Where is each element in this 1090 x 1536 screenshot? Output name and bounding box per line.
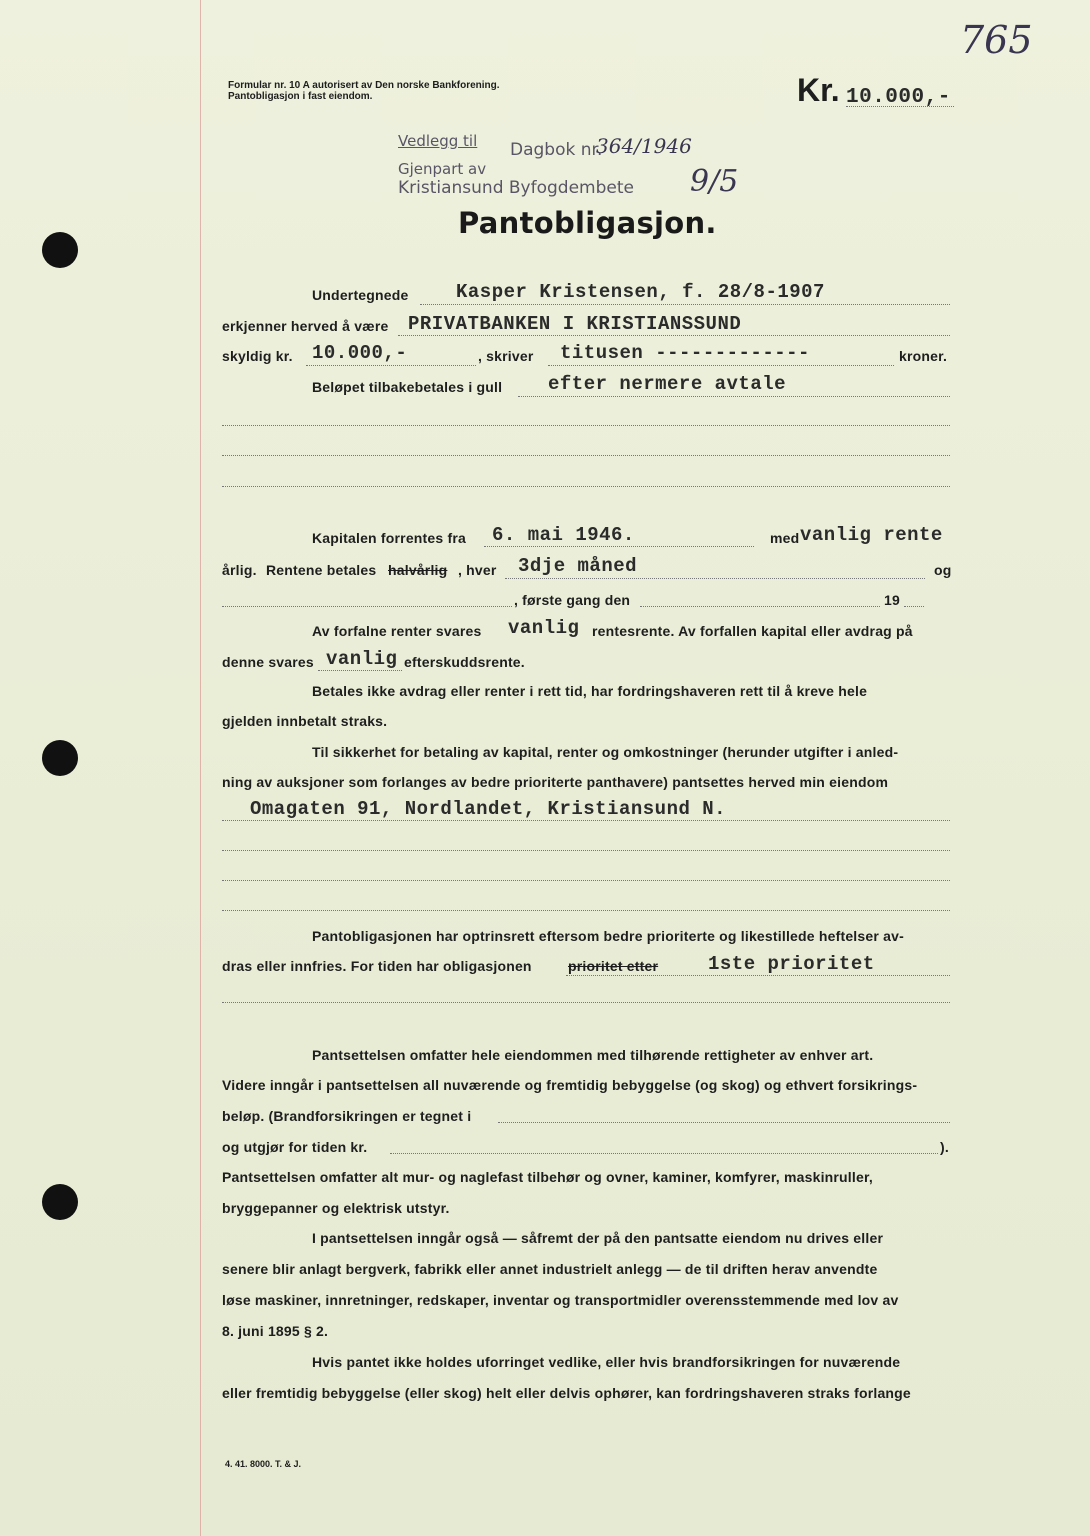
paragraph-line: Betales ikke avdrag eller renter i rett tid, har fordringshaveren rett til å kreve hele [312, 683, 868, 699]
paragraph-line: løse maskiner, innretninger, redskaper, inventar og transportmidler overensstemmende med lov av [222, 1292, 899, 1308]
skyldig-label: skyldig kr. [222, 348, 293, 364]
blank-line [222, 850, 950, 851]
paragraph-line: eller fremtidig bebyggelse (eller skog) helt eller delvis ophører, kan fordringshaveren straks forlange [222, 1385, 911, 1401]
hver-label: , hver [458, 562, 497, 578]
blank-line [222, 1002, 950, 1003]
belopet-label: Beløpet tilbakebetales i gull [312, 379, 503, 395]
forste-date-line [640, 606, 880, 607]
undertegnede-value: Kasper Kristensen, f. 28/8-1907 [456, 281, 825, 303]
paragraph-line: Til sikkerhet for betaling av kapital, renter og omkostninger (herunder utgifter i anled- [312, 744, 899, 760]
denne-line [318, 670, 402, 671]
paragraph-line: I pantsettelsen inngår også — såfremt der på den pantsatte eiendom nu drives eller [312, 1230, 884, 1246]
med-value: vanlig rente [800, 524, 943, 546]
paragraph-line: Hvis pantet ikke holdes uforringet vedlike, eller hvis brandforsikringen for nuværende [312, 1354, 901, 1370]
page-number: 765 [960, 18, 1033, 62]
priority-struck: prioritet etter [568, 958, 659, 974]
paragraph-line: gjelden innbetalt straks. [222, 713, 388, 729]
brandforsikring-line [498, 1122, 950, 1123]
punch-hole [42, 740, 78, 776]
paragraph-line: ning av auksjoner som forlanges av bedre prioriterte panthavere) pantsettes herved min eiendom [222, 774, 889, 790]
paragraph-line: beløp. (Brandforsikringen er tegnet i [222, 1108, 472, 1124]
paragraph-line: 8. juni 1895 § 2. [222, 1323, 329, 1339]
undertegnede-label: Undertegnede [312, 287, 409, 303]
erkjenner-line [398, 335, 950, 336]
kapital-line [484, 546, 754, 547]
property-value: Omagaten 91, Nordlandet, Kristiansund N. [250, 798, 727, 820]
paragraph-line: senere blir anlagt bergverk, fabrikk eller annet industrielt anlegg — de til driften herav anvendte [222, 1261, 878, 1277]
skyldig-value: 10.000,- [312, 342, 408, 364]
forfalne-value: vanlig [508, 617, 580, 639]
skyldig-line [306, 365, 476, 366]
paragraph-line: Videre inngår i pantsettelsen all nuværende og fremtidig bebyggelse (og skog) og ethvert forsikrings- [222, 1077, 918, 1093]
erkjenner-value: PRIVATBANKEN I KRISTIANSSUND [408, 313, 742, 335]
year-line [904, 606, 924, 607]
stamp-dagbok-label: Dagbok nr. [510, 140, 603, 160]
erkjenner-label: erkjenner herved å være [222, 318, 389, 334]
form-number-line: Formular nr. 10 A autorisert av Den norske Bankforening. [228, 80, 500, 91]
nineteen-label: 19 [884, 592, 900, 608]
skriver-line [548, 365, 894, 366]
belopet-value: efter nermere avtale [548, 373, 787, 395]
skriver-value: titusen ------------- [560, 342, 810, 364]
stamp-gjenpart: Gjenpart av [398, 160, 487, 178]
denne-value: vanlig [326, 648, 398, 670]
kr-sum-line [390, 1153, 938, 1154]
paragraph-line: dras eller innfries. For tiden har obligasjonen [222, 958, 532, 974]
hver-line [505, 578, 925, 579]
blank-line [222, 910, 950, 911]
blank-line [222, 486, 950, 487]
belopet-line [518, 396, 950, 397]
margin-rule [200, 0, 201, 1536]
kr-amount: 10.000,- [846, 86, 951, 109]
undertegnede-line [420, 304, 950, 305]
stamp-date: 9/5 [690, 164, 739, 199]
blank-line [222, 425, 950, 426]
arlig-label: årlig. [222, 562, 257, 578]
stamp-office: Kristiansund Byfogdembete [398, 178, 634, 198]
forfalne-text-cont: rentesrente. Av forfallen kapital eller avdrag på [592, 623, 913, 639]
stamp-vedlegg: Vedlegg til [398, 132, 478, 150]
forste-blank-line [222, 606, 512, 607]
kr-label: Kr. [797, 72, 840, 108]
stamp-dagbok-value: 364/1946 [596, 134, 692, 158]
forste-label: , første gang den [514, 592, 631, 608]
blank-line [222, 455, 950, 456]
paragraph-line: bryggepanner og elektrisk utstyr. [222, 1200, 450, 1216]
med-label: med [770, 530, 800, 546]
denne-text: denne svares [222, 654, 314, 670]
punch-hole [42, 232, 78, 268]
paragraph-line: Pantsettelsen omfatter alt mur- og naglefast tilbehør og ovner, kaminer, komfyrer, maskinruller, [222, 1169, 873, 1185]
priority-line [566, 975, 950, 976]
kapital-value: 6. mai 1946. [492, 524, 635, 546]
rentene-struck: halvårlig [388, 562, 448, 578]
punch-hole [42, 1184, 78, 1220]
page-title: Pantobligasjon. [458, 206, 717, 240]
hver-value: 3dje måned [518, 555, 638, 577]
form-type-line: Pantobligasjon i fast eiendom. [228, 91, 373, 102]
denne-text-cont: efterskuddsrente. [404, 654, 525, 670]
kroner-label: kroner. [899, 348, 948, 364]
kr-amount-line [846, 106, 954, 107]
kapital-label: Kapitalen forrentes fra [312, 530, 466, 546]
skriver-label: , skriver [478, 348, 534, 364]
blank-line [222, 880, 950, 881]
og-label: og [934, 562, 952, 578]
forfalne-text: Av forfalne renter svares [312, 623, 482, 639]
paragraph-line: og utgjør for tiden kr. [222, 1139, 368, 1155]
paragraph-line: Pantobligasjonen har optrinsrett eftersom bedre prioriterte og likestillede heftelser av- [312, 928, 904, 944]
property-line [222, 820, 950, 821]
printer-mark: 4. 41. 8000. T. & J. [225, 1459, 302, 1469]
paragraph-line: ). [940, 1139, 949, 1155]
priority-value: 1ste prioritet [708, 953, 875, 975]
paragraph-line: Pantsettelsen omfatter hele eiendommen med tilhørende rettigheter av enhver art. [312, 1047, 874, 1063]
rentene-label: Rentene betales [266, 562, 377, 578]
